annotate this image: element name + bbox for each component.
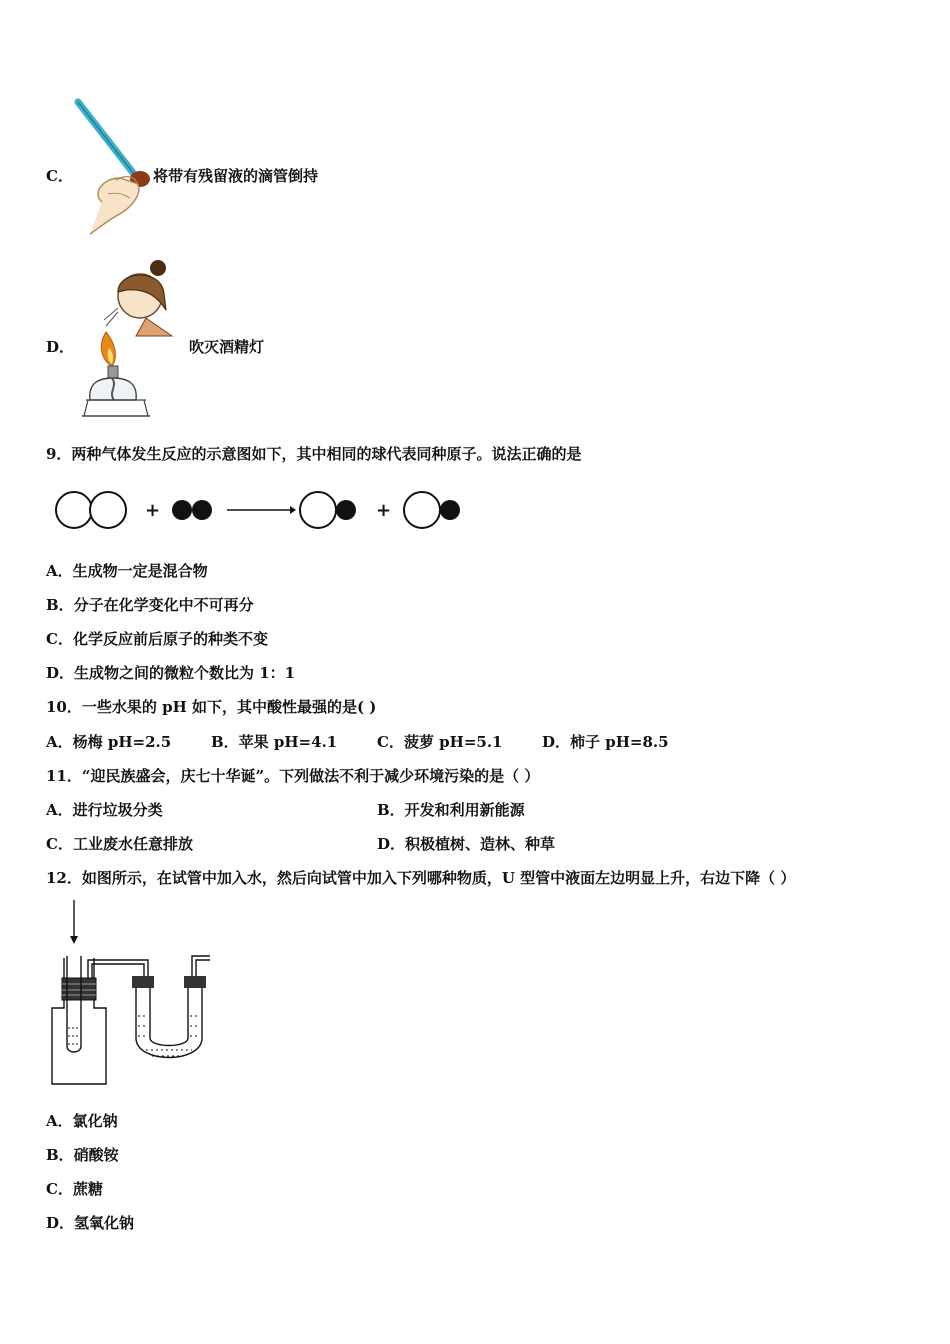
q10-option-c: C．菠萝 pH=5.1 bbox=[377, 733, 503, 751]
reaction-diagram bbox=[50, 488, 470, 534]
q11-option-b: B．开发和利用新能源 bbox=[377, 801, 525, 819]
atom-white-1 bbox=[56, 492, 92, 528]
q12-option-b: B．硝酸铵 bbox=[46, 1146, 119, 1164]
atom-black-4 bbox=[440, 500, 460, 520]
q11-option-d: D．积极植树、造林、种草 bbox=[377, 835, 556, 853]
q9-option-a: A．生成物一定是混合物 bbox=[46, 562, 208, 580]
dropper-hand-illustration bbox=[72, 98, 162, 236]
q9-option-d: D．生成物之间的微粒个数比为 1：1 bbox=[46, 664, 296, 682]
q8-option-c-text: 将带有残留液的滴管倒持 bbox=[153, 167, 319, 185]
u-tube-apparatus bbox=[46, 898, 216, 1088]
blow-out-lamp-illustration bbox=[76, 258, 186, 423]
q10-option-a: A．杨梅 pH=2.5 bbox=[46, 733, 172, 751]
atom-black-1 bbox=[172, 500, 192, 520]
q10-option-b: B．苹果 pH=4.1 bbox=[211, 733, 338, 751]
plus-sign-1: + bbox=[145, 500, 161, 521]
q12-option-d: D．氢氧化钠 bbox=[46, 1214, 135, 1232]
plus-sign-2: + bbox=[376, 500, 392, 521]
q9-option-b: B．分子在化学变化中不可再分 bbox=[46, 596, 254, 614]
q12-stem: 12．如图所示，在试管中加入水，然后向试管中加入下列哪种物质，U 型管中液面左边明显上升，右边下降（ ） bbox=[46, 869, 796, 887]
atom-white-2 bbox=[90, 492, 126, 528]
q9-option-c: C．化学反应前后原子的种类不变 bbox=[46, 630, 268, 648]
q11-option-a: A．进行垃圾分类 bbox=[46, 801, 163, 819]
q9-stem: 9．两种气体发生反应的示意图如下，其中相同的球代表同种原子。说法正确的是 bbox=[46, 445, 582, 463]
atom-black-3 bbox=[336, 500, 356, 520]
q8-option-d-letter: D． bbox=[46, 338, 75, 356]
q11-stem: 11．“迎民族盛会，庆七十华诞”。下列做法不利于减少环境污染的是（ ） bbox=[46, 767, 540, 785]
q12-option-c: C．蔗糖 bbox=[46, 1180, 103, 1198]
atom-white-4 bbox=[404, 492, 440, 528]
q12-option-a: A．氯化钠 bbox=[46, 1112, 118, 1130]
q8-option-d-text: 吹灭酒精灯 bbox=[189, 338, 265, 356]
atom-black-2 bbox=[192, 500, 212, 520]
atom-white-3 bbox=[300, 492, 336, 528]
q8-option-c-letter: C． bbox=[46, 167, 73, 185]
q10-stem: 10．一些水果的 pH 如下，其中酸性最强的是( ) bbox=[46, 698, 377, 716]
q11-option-c: C．工业废水任意排放 bbox=[46, 835, 193, 853]
q10-option-d: D．柿子 pH=8.5 bbox=[542, 733, 669, 751]
